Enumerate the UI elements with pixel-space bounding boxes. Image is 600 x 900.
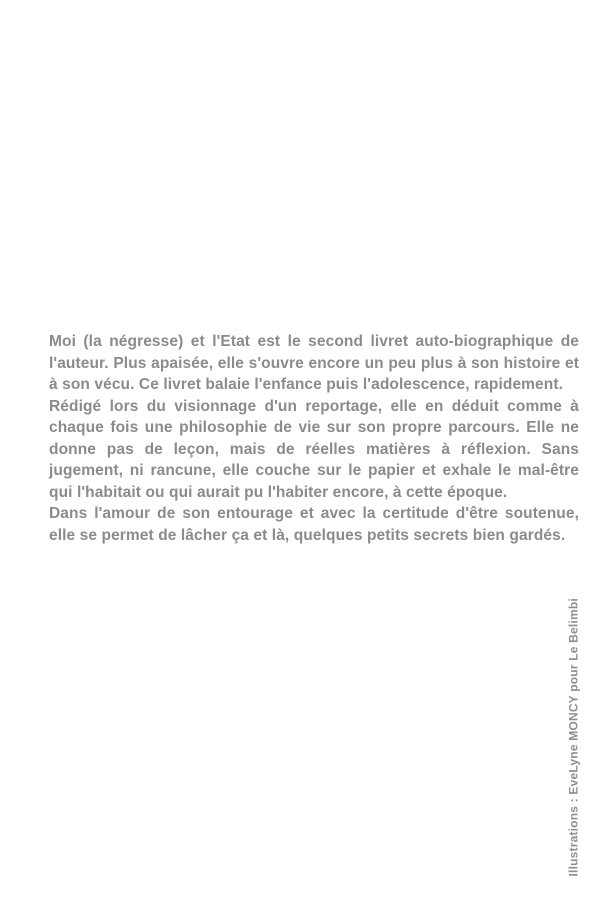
synopsis-paragraph-1: Moi (la négresse) et l'Etat est le second livret auto-biographique de l'auteur. Plus apaisée, elle s'ouvre encore un peu plus à son histoire et à son vécu. Ce livret balaie l'enfance puis l'adolescence, rapidement. [49,333,579,393]
synopsis-paragraph-2: Rédigé lors du visionnage d'un reportage, elle en déduit comme à chaque fois une philosophie de vie sur son propre parcours. Elle ne donne pas de leçon, mais de réelles matières à réflexion. Sans jugement, ni rancune, elle couche sur le papier et exhale le mal-être qui l'habitait ou qui aurait pu l'habiter encore, à cette époque. [49,397,579,501]
illustration-credit: Illustrations : EveLyne MONCY pour Le Belimbi [566,598,581,877]
synopsis-text-block [49,331,579,546]
synopsis-paragraph-3: Dans l'amour de son entourage et avec la certitude d'être soutenue, elle se permet de lâcher ça et là, quelques petits secrets bien gardés. [49,505,579,544]
